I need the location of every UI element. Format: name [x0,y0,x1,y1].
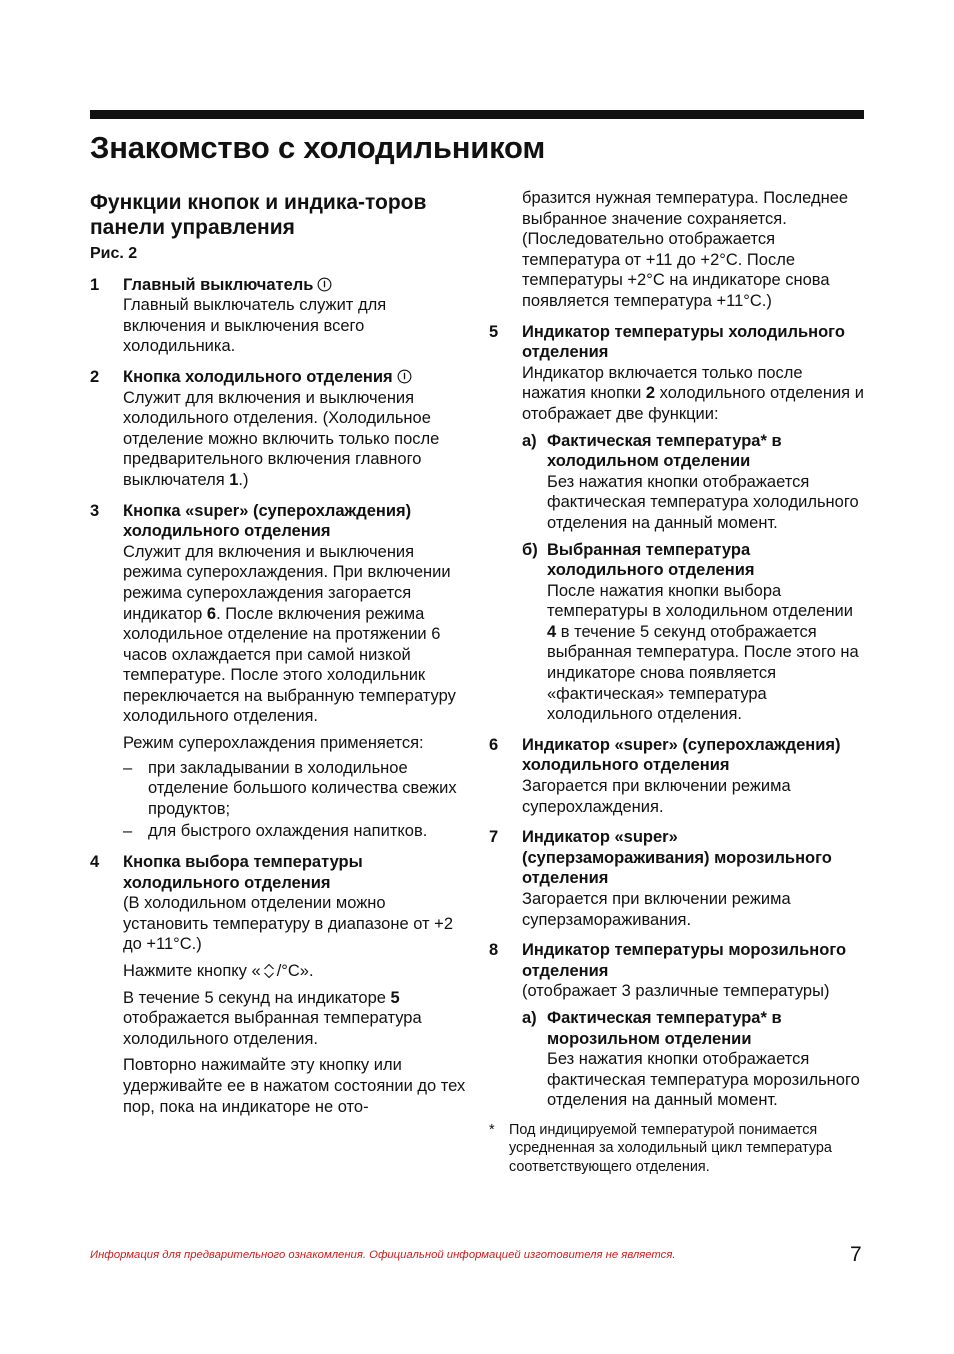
item-heading: Индикатор «super» (суперохлаждения) холодильного отделения [522,735,841,775]
up-down-arrows-icon [263,963,275,979]
item-paragraph: Повторно нажимайте эту кнопку или удерживайте ее в нажатом состоянии до тех пор, пока на индикаторе не ото- [123,1056,466,1116]
sub-item-b [522,540,865,725]
ref-number: 5 [390,988,400,1007]
sub-heading: Фактическая температура* в холодильном отделении [547,431,782,471]
item-heading: Индикатор «super» (суперзамораживания) морозильного отделения [522,828,832,888]
item-text: (отображает 3 различные температуры) [522,982,830,1001]
item-text: Загорается при включении режима суперзамораживания. [522,890,791,929]
sub-letter: а) [522,431,537,450]
continued-text: бразится нужная температура. Последнее выбранное значение сохраняется. (Последовательно отображается температура от +11 до +2°C. После температуры +2°C на индикаторе снова появляется температура +11°C.) [522,189,849,310]
item-number: 3 [90,501,100,520]
figure-ref: Рис. 2 [90,245,138,262]
item-text: Загорается при включении режима суперохлаждения. [522,777,791,816]
item-heading: Индикатор температуры холодильного отделения [522,322,845,362]
item-number: 4 [90,853,100,872]
page-number: 7 [850,1243,862,1266]
section-title: Функции кнопок и индика-торов панели управления [90,191,427,239]
sub-text: После нажатия кнопки выбора температуры в холодильном отделении 4 в течение 5 секунд отображается выбранная температура. После этого на индикаторе снова появляется «фактическая» температура холодильного отделения. [547,581,859,724]
sub-heading: Выбранная температура холодильного отделения [547,540,755,580]
item-2 [90,367,466,491]
footnote: * Под индицируемой температурой понимается усредненная за холодильный цикл температура соответствующего отделения. [489,1121,832,1175]
item-3 [90,501,466,843]
footnote-mark: * [489,1121,495,1138]
ref-number: 4 [547,622,557,641]
sub-letter: б) [522,540,538,559]
item-text: Служит для включения и выключения режима суперохлаждения. При включении режима суперохлаждения загорается индикатор 6. После включения режима холодильное отделение на протяжении 6 часов охлаждается при самой низкой температуре. После этого холодильник переключается на выбранную температуру холодильного отделения. [123,542,456,726]
disclaimer-note: Информация для предварительного ознакомления. Официальной информацией изготовителя не является. [90,1249,676,1261]
item-number: 6 [489,735,499,754]
ref-number: 2 [645,384,656,403]
item-paragraph: Режим суперохлаждения применяется: [123,734,424,753]
ref-number: 1 [229,470,239,489]
item-paragraph: В течение 5 секунд на индикаторе 5 отображается выбранная температура холодильного отделения. [123,988,422,1048]
sub-text: Без нажатия кнопки отображается фактическая температура холодильного отделения на данный момент. [547,472,859,532]
item-heading: Кнопка холодильного отделения [123,367,466,388]
sub-letter: а) [522,1008,537,1027]
item-number: 5 [489,322,499,341]
dash-list [123,758,466,842]
item-heading: Индикатор температуры морозильного отделения [522,941,847,980]
sub-item-a [522,1008,865,1111]
item-number: 7 [489,828,499,847]
power-icon [397,369,412,384]
list-item: – при закладывании в холодильное отделение большого количества свежих продуктов; [123,758,457,818]
item-text: Главный выключатель служит для включения и выключения всего холодильника. [123,296,387,356]
sub-item-a [522,431,865,534]
item-8 [489,940,865,1111]
item-heading: Кнопка выбора температуры холодильного отделения [123,853,363,892]
list-item: – для быстрого охлаждения напитков. [123,822,428,841]
item-heading: Кнопка «super» (суперохлаждения) холодильного отделения [123,501,412,541]
press-instruction: Нажмите кнопку « /°C». [123,962,314,980]
item-number: 8 [489,941,499,960]
sub-heading: Фактическая температура* в морозильном отделении [547,1008,782,1048]
sub-text: Без нажатия кнопки отображается фактическая температура морозильного отделения на данный момент. [547,1050,860,1110]
item-text: Служит для включения и выключения холодильного отделения. (Холодильное отделение можно включить только после предварительного включения главного выключателя 1.) [123,388,440,489]
ref-number: 6 [206,604,217,623]
item-text: (В холодильном отделении можно установить температуру в диапазоне от +2 до +11°C.) [123,894,453,954]
top-rule [90,110,864,119]
item-5 [489,322,865,725]
page-title: Знакомство с холодильником [90,130,546,165]
item-number: 2 [90,367,100,386]
item-7 [489,827,865,930]
item-text: Индикатор включается только после нажатия кнопки 2 холодильного отделения и отображает две функции: [522,363,864,423]
left-column [90,188,466,1127]
item-6 [489,735,865,817]
item-number: 1 [90,275,100,294]
power-icon [317,277,332,292]
item-4 [90,852,466,1117]
right-column [489,188,865,1176]
item-heading: Главный выключатель [123,275,466,296]
item-1 [90,275,466,357]
